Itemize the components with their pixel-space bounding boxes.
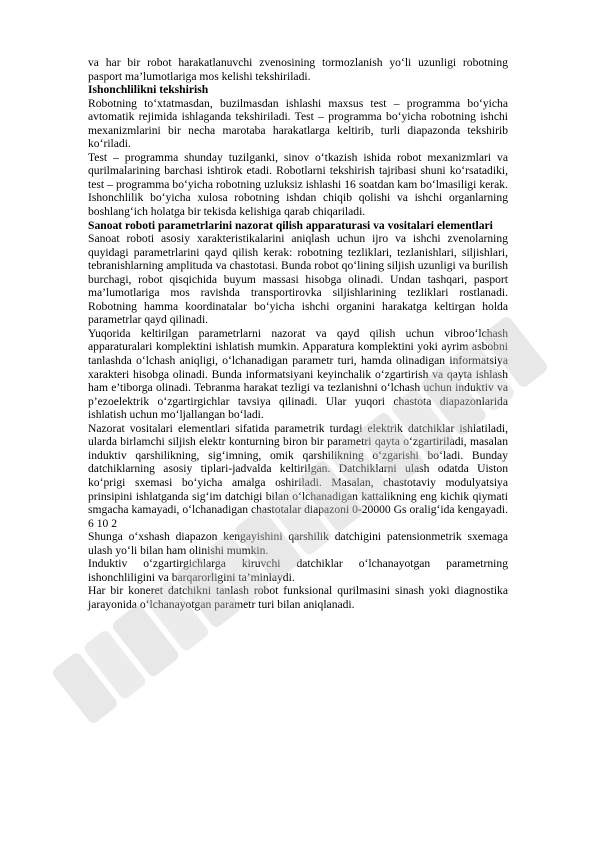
- paragraph-5: Yuqorida keltirilgan parametrlarni nazorat va qayd qilish uchun vibroo‘lchash apparaturalari komplektini ishlatish mumkin. Apparatura komplektini yoki ayrim asbobni tanlashda o‘lchash aniqligi, o‘lchanadigan parametr turi, hamda olinadigan informatsiya xarakteri hisobga olinadi. Bunda informatsiyani keyinchalik o‘zgartirish va qayta ishlash ham e’tiborga olinadi. Tebranma harakat tezligi va tezlanishni o‘lchash uchun induktiv va p’ezoelektrik o‘zgartirgichlar tavsiya qilinadi. Ular yuqori chastota diapazonlarida ishlatish uchun mo‘ljallangan bo‘ladi.: [88, 326, 508, 422]
- document-body: [88, 56, 508, 611]
- paragraph-2: Robotning to‘xtatmasdan, buzilmasdan ishlashi maxsus test – programma bo‘yicha avtomatik rejimida ishlaganda tekshiriladi. Test – programma bo‘yicha robotning ishchi mexanizmlarini bir necha marotaba harakatlarga keltirib, turli diapazonda tekshirib ko‘riladi.: [88, 96, 508, 151]
- paragraph-7: Shunga o‘xshash diapazon kengayishini qarshilik datchigini patensionmetrik sxemaga ulash yo‘li bilan ham olinishi mumkin.: [88, 530, 508, 557]
- paragraph-4: Sanoat roboti asosiy xarakteristikalarini aniqlash uchun ijro va ishchi zvenolarning quyidagi parametrlarini qayd qilish kerak: robotning tezliklari, tezlanishlari, siljishlari, tebranishlarning amplituda va chastotasi. Bunda robot qo‘lining siljish uzunligi va burilish burchagi, robot qisqichida buyum massasi hisobga olinadi. Undan tashqari, pasport ma’lumotlariga mos ravishda transportirovka siljishlarining tezliklari rostlanadi. Robotning hamma koordinatalar bo‘yicha ishchi organini harakatga keltirgan holda parametrlar qayd qilinadi.: [88, 232, 508, 327]
- paragraph-3: Test – programma shunday tuzilganki, sinov o‘tkazish ishida robot mexanizmlari va qurilmalarining barchasi ishtirok etadi. Robotlarni tekshirish tajribasi shuni ko‘rsatadiki, test – programma bo‘yicha robotning uzluksiz ishlashi 16 soatdan kam bo‘lmasiligi kerak. Ishonchlilik bo‘yicha xulosa robotning ishdan chiqib qolishi va ishchi organlarning boshlang‘ich holatga bir tekisda kelishiga qarab chiqariladi.: [88, 150, 508, 219]
- section-heading-control-apparatus: Sanoat roboti parametrlarini nazorat qilish apparaturasi va vositalari elementlari: [88, 218, 493, 232]
- watermark-stroke: [51, 651, 120, 726]
- paragraph-6: Nazorat vositalari elementlari sifatida parametrik turdagi elektrik datchiklar ishlatiladi, ularda birlamchi siljish elektr konturning biron bir parametri qayta o‘zgartiriladi, masalan induktiv qarshilikning, sig‘imning, omik qarshilikning o‘zgarishi bo‘ladi. Bunday datchiklarning asosiy tiplari-jadvalda keltirilgan. Datchiklarni ulash odatda Uiston ko‘prigi sxemasi bo‘yicha amalga oshiriladi. Masalan, chastotaviy modulyatsiya prinsipini ishlatganda sig‘im datchigi bilan o‘lchanadigan kattalikning eng kichik qiymati smgacha kamayadi, o‘lchanadigan chastotalar diapazoni 0-20000 Gs oralig‘ida kengayadi. 6 10 2: [88, 421, 508, 530]
- paragraph-9: Har bir koneret datchikni tanlash robot funksional qurilmasini sinash yoki diagnostika jarayonida o‘lchanayotgan parametr turi bilan aniqlanadi.: [88, 584, 508, 611]
- paragraph-1: va har bir robot harakatlanuvchi zvenosining tormozlanish yo‘li uzunligi robotning pasport ma’lumotlariga mos kelishi tekshiriladi.: [88, 56, 508, 83]
- paragraph-8: Induktiv o‘zgartirgichlarga kiruvchi datchiklar o‘lchanayotgan parametrning ishonchliligini va barqarorligini ta’minlaydi.: [88, 557, 508, 584]
- watermark-stroke: [82, 629, 148, 701]
- section-heading-reliability: Ishonchlilikni tekshirish: [88, 83, 209, 97]
- watermark-stroke: [110, 603, 180, 679]
